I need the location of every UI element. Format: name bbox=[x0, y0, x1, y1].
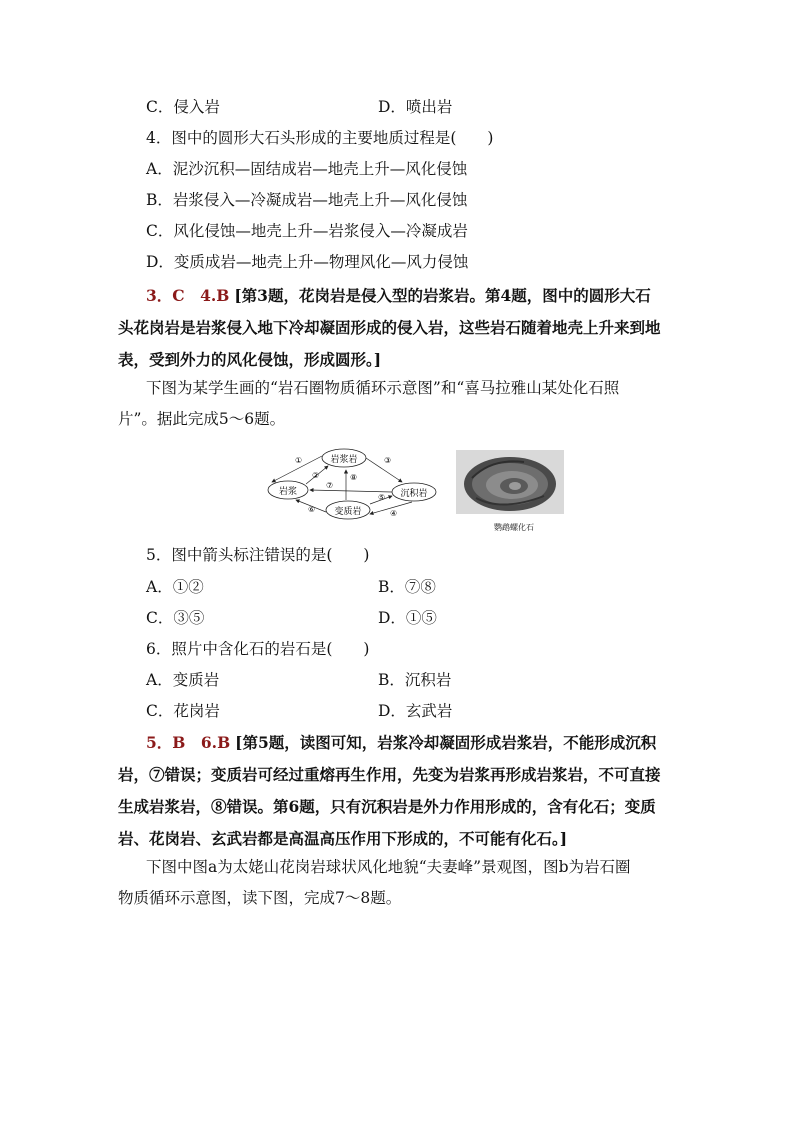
q5-option-d[interactable]: D．①⑤ bbox=[378, 609, 437, 627]
figure-rock-cycle-and-fossil bbox=[262, 448, 568, 534]
arrow-label-7: ⑦ bbox=[326, 481, 334, 490]
q5-option-a[interactable]: A．①② bbox=[146, 578, 204, 596]
q6-option-c[interactable]: C．花岗岩 bbox=[146, 702, 220, 720]
answer-key-3-4: 3．C 4.B bbox=[146, 286, 230, 305]
node-sedimentary-label: 沉积岩 bbox=[400, 489, 428, 499]
answer-explanation-5-6-l4: 岩、花岗岩、玄武岩都是高温高压作用下形成的，不可能有化石。] bbox=[118, 829, 568, 848]
node-metamorphic-label: 变质岩 bbox=[334, 507, 362, 517]
q4-option-c[interactable]: C．风化侵蚀—地壳上升—岩浆侵入—冷凝成岩 bbox=[146, 222, 468, 240]
q4-stem: 4．图中的圆形大石头形成的主要地质过程是( ) bbox=[146, 129, 494, 147]
intro-7-8-l1: 下图中图a为太姥山花岗岩球状风化地貌“夫妻峰”景观图，图b为岩石圈 bbox=[146, 858, 631, 876]
answer-explanation-5-6-l1: [第5题，读图可知，岩浆冷却凝固形成岩浆岩，不能形成沉积 bbox=[235, 733, 657, 752]
intro-7-8 bbox=[118, 852, 680, 914]
arrow-label-5: ⑤ bbox=[378, 493, 386, 502]
arrow-7 bbox=[310, 490, 392, 492]
q6-options-row-1 bbox=[146, 670, 706, 690]
rock-cycle-diagram bbox=[262, 448, 568, 534]
intro-5-6 bbox=[118, 373, 680, 435]
q4-option-a[interactable]: A．泥沙沉积—固结成岩—地壳上升—风化侵蚀 bbox=[146, 160, 468, 178]
answer-explanation-3-4-l3: 表，受到外力的风化侵蚀，形成圆形。] bbox=[118, 350, 382, 369]
q4-option-b[interactable]: B．岩浆侵入—冷凝成岩—地壳上升—风化侵蚀 bbox=[146, 191, 468, 209]
arrow-label-1: ① bbox=[295, 456, 303, 465]
q4-option-d[interactable]: D．变质成岩—地壳上升—物理风化—风力侵蚀 bbox=[146, 253, 469, 271]
q6-option-b[interactable]: B．沉积岩 bbox=[378, 671, 452, 689]
node-magma-label: 岩浆 bbox=[278, 487, 298, 497]
q5-option-c[interactable]: C．③⑤ bbox=[146, 609, 205, 627]
q5-stem: 5．图中箭头标注错误的是( ) bbox=[146, 546, 370, 564]
answer-explanation-5-6-l3: 生成岩浆岩，⑧错误。第6题，只有沉积岩是外力作用形成的，含有化石；变质 bbox=[118, 797, 656, 816]
node-magma-rock-label: 岩浆岩 bbox=[330, 455, 358, 465]
q6-option-a[interactable]: A．变质岩 bbox=[146, 671, 220, 689]
answer-5-6 bbox=[118, 727, 680, 855]
fossil-photo-caption: 鹦鹉螺化石 bbox=[494, 523, 534, 532]
arrow-label-2: ② bbox=[312, 471, 320, 480]
q5-options-row-2 bbox=[146, 608, 706, 628]
q6-stem: 6．照片中含化石的岩石是( ) bbox=[146, 640, 370, 658]
q6-options-row-2 bbox=[146, 701, 706, 721]
intro-5-6-l1: 下图为某学生画的“岩石圈物质循环示意图”和“喜马拉雅山某处化石照 bbox=[146, 379, 620, 397]
q5-options-row-1 bbox=[146, 577, 706, 597]
arrow-label-4: ④ bbox=[390, 509, 398, 518]
arrow-label-8: ⑧ bbox=[350, 473, 358, 482]
q5-option-b[interactable]: B．⑦⑧ bbox=[378, 578, 436, 596]
answer-explanation-5-6-l2: 岩，⑦错误；变质岩可经过重熔再生作用，先变为岩浆再形成岩浆岩，不可直接 bbox=[118, 765, 661, 784]
arrow-label-6: ⑥ bbox=[308, 505, 316, 514]
answer-explanation-3-4-l1: [第3题，花岗岩是侵入型的岩浆岩。第4题，图中的圆形大石 bbox=[234, 286, 651, 305]
q3-options-row bbox=[146, 97, 706, 117]
intro-7-8-l2: 物质循环示意图，读下图，完成7～8题。 bbox=[118, 889, 402, 907]
intro-5-6-l2: 片”。据此完成5～6题。 bbox=[118, 410, 286, 428]
answer-explanation-3-4-l2: 头花岗岩是岩浆侵入地下冷却凝固形成的侵入岩，这些岩石随着地壳上升来到地 bbox=[118, 318, 661, 337]
q3-option-d[interactable]: D．喷出岩 bbox=[378, 98, 453, 116]
q6-option-d[interactable]: D．玄武岩 bbox=[378, 702, 453, 720]
q3-option-c[interactable]: C．侵入岩 bbox=[146, 98, 220, 116]
fossil-photo bbox=[456, 450, 564, 514]
answer-key-5-6: 5．B 6.B bbox=[146, 733, 231, 752]
arrow-label-3: ③ bbox=[384, 456, 392, 465]
answer-3-4 bbox=[118, 280, 680, 376]
